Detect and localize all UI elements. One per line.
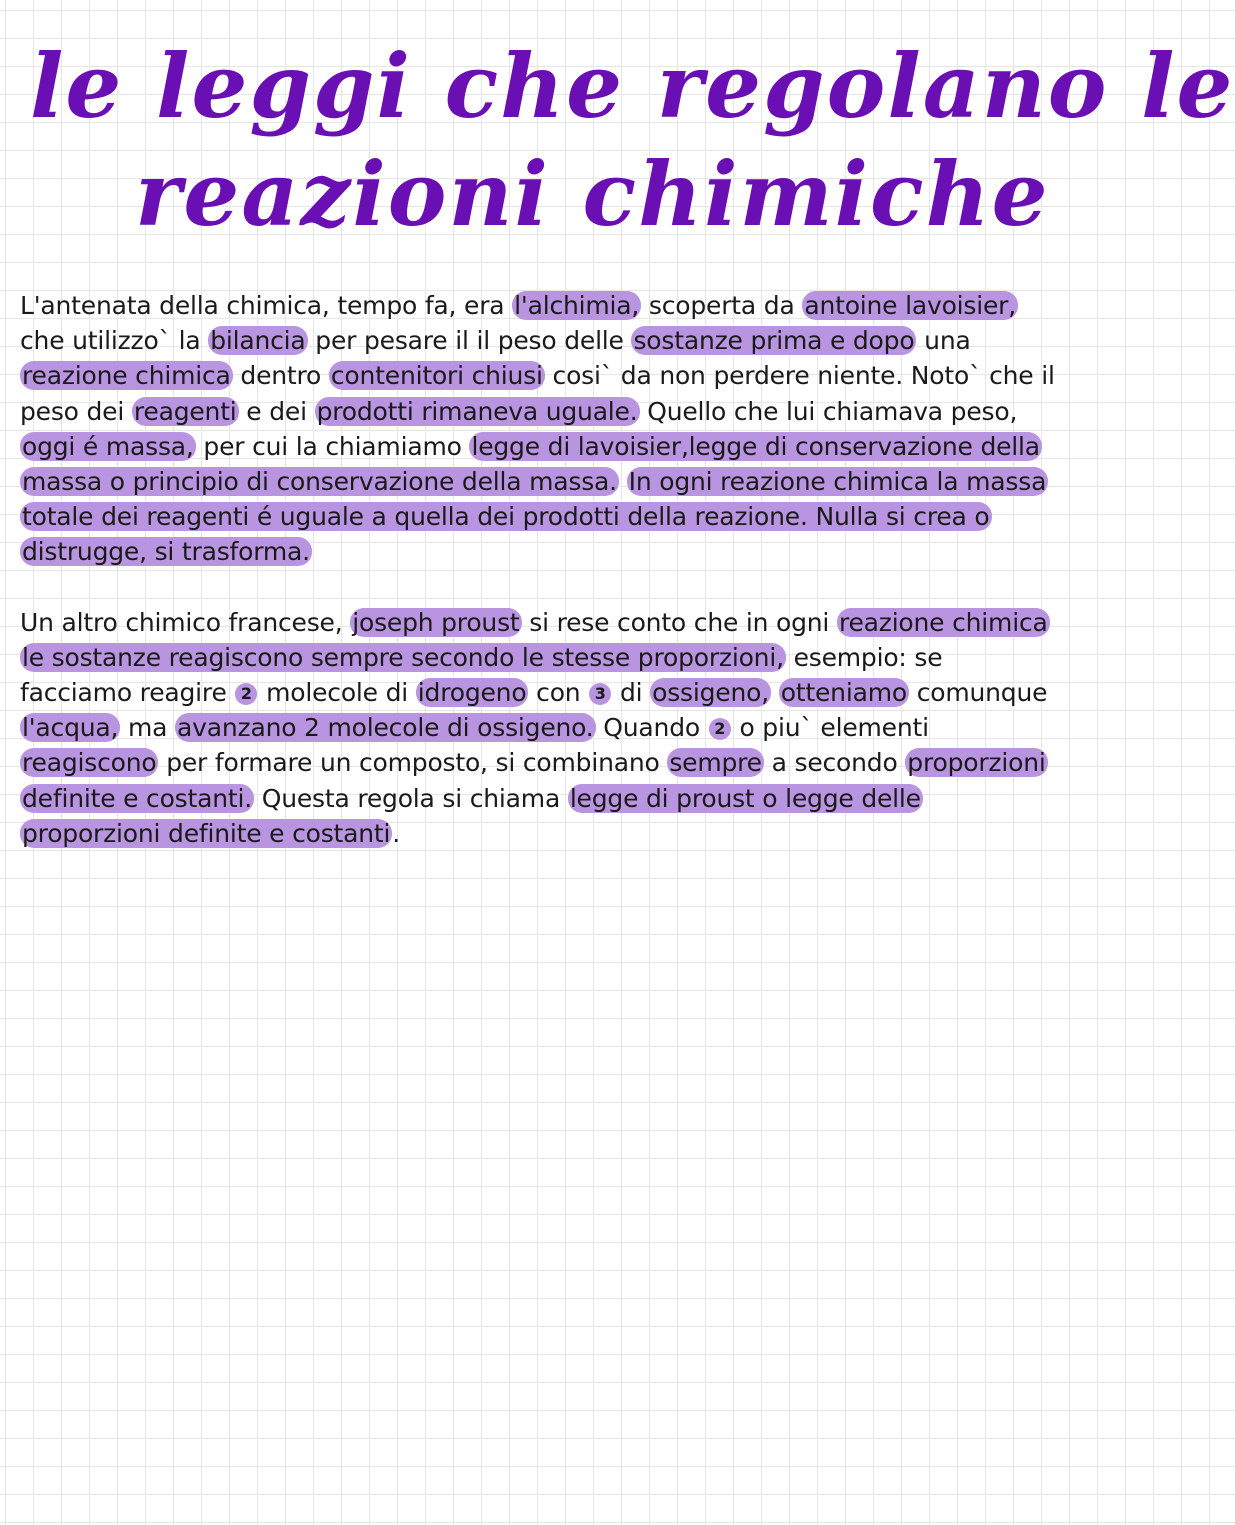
highlight: reagiscono [22,748,157,778]
text: a secondo [763,748,906,778]
lavoisier-paragraph [20,288,1060,570]
text: L'antenata della chimica, tempo fa, era [20,291,513,320]
highlight: oggi é massa, [22,431,194,461]
page-title: le leggi che regolano le [30,34,1235,138]
notes-body [20,288,1060,851]
highlight: ossigeno, [652,678,769,708]
text: comunque [908,678,1048,708]
text: per pesare il il peso delle [307,326,632,356]
text: con [528,678,589,708]
highlight: l'acqua, [22,713,119,743]
text [619,467,627,496]
text: una [916,326,971,356]
highlight: l'alchimia, [514,291,640,320]
highlight: antoine lavoisier, [804,291,1016,320]
highlight: prodotti rimaneva uguale. [316,396,638,426]
highlight: idrogeno [417,678,527,708]
number-badge: 2 [709,718,731,740]
text: e dei [238,396,315,426]
text [771,678,779,707]
text: Un altro chimico francese, [20,607,351,637]
text: molecole di [258,678,416,708]
text: o piu` elementi [731,713,929,743]
text: . [392,818,401,848]
text: di [612,678,651,708]
highlight: reazione chimica [22,361,231,391]
highlight: bilancia [210,326,306,356]
proust-paragraph [20,605,1060,851]
text: ma [120,713,176,743]
highlight: legge di lavoisier,legge di conservazione della massa o principio di conservazione della massa. [22,431,1040,497]
highlight: sostanze prima e dopo [633,326,915,356]
highlight: reagenti [133,396,237,426]
text: Quello che lui chiamava peso, [639,396,1018,426]
highlight: otteniamo [780,678,907,708]
highlight: reazione chimica le sostanze reagiscono sempre secondo le stesse proporzioni, [22,607,1048,672]
text: si rese conto che in ogni [521,607,837,637]
highlight: proporzioni definite e costanti. [22,748,1046,813]
highlight: avanzano 2 molecole di ossigeno. [177,713,594,743]
highlight-definition: In ogni reazione chimica la massa totale dei reagenti é uguale a quella dei prodotti della reazione. Nulla si crea o distrugge, si trasforma. [22,467,1047,567]
page-title-continued: reazioni chimiche [135,142,1050,246]
text: Quando [595,713,708,743]
highlight: sempre [669,748,762,778]
text: che utilizzo` la [20,326,209,356]
text: Questa regola si chiama [253,783,568,813]
text: esempio: se facciamo reagire [20,642,943,708]
text: scoperta da [641,291,803,320]
highlight: joseph proust [352,607,520,637]
highlight: contenitori chiusi [330,361,543,391]
text: cosi` da non perdere niente. Noto` che il peso dei [20,361,1055,426]
text: per cui la chiamiamo [195,431,470,461]
text: dentro [232,361,329,391]
number-badge: 3 [589,683,611,705]
text: per formare un composto, si combinano [158,748,668,778]
number-badge: 2 [235,683,257,705]
highlight: legge di proust o legge delle proporzioni definite e costanti [22,783,921,848]
